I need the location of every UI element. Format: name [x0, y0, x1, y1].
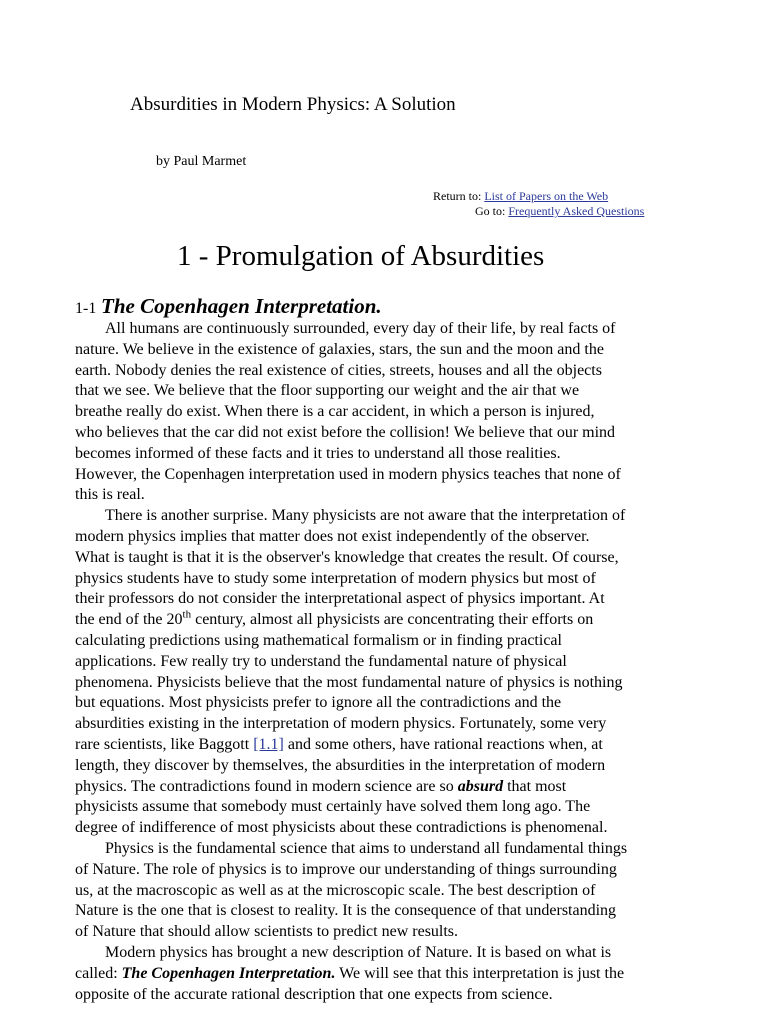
- text-line: All humans are continuously surrounded, every day of their life, by real facts of: [105, 320, 616, 337]
- text-line: calculating predictions using mathematical formalism or in finding practical: [75, 631, 562, 649]
- text-line: [75, 610, 705, 631]
- text-line: of Nature. The role of physics is to improve our understanding of things surrounding: [75, 860, 617, 878]
- text-line: There is another surprise. Many physicists are not aware that the interpretation of: [105, 507, 626, 525]
- text-line: Modern physics has brought a new description of Nature. It is based on what is: [105, 943, 612, 961]
- text-line: physicists assume that somebody must certainly have solved them long ago. The: [75, 798, 591, 816]
- return-nav: [433, 189, 608, 204]
- reference-link-1-1[interactable]: [1.1]: [253, 735, 284, 753]
- text-line: of Nature that should allow scientists to predict new results.: [75, 923, 459, 941]
- subsection-title: The Copenhagen Interpretation.: [101, 294, 382, 318]
- text-segment: that most: [503, 777, 567, 795]
- emphasis-absurd: absurd: [457, 777, 504, 795]
- goto-nav: [475, 204, 644, 219]
- text-line: that we see. We believe that the floor supporting our weight and the air that we: [75, 382, 580, 400]
- text-segment: We will see that this interpretation is just the: [335, 964, 625, 982]
- paragraph-4: [75, 943, 705, 1005]
- text-segment: the end of the 20: [75, 611, 183, 629]
- text-line: [75, 735, 705, 756]
- faq-link[interactable]: Frequently Asked Questions: [508, 204, 645, 218]
- text-line: [75, 964, 705, 985]
- text-line: nature. We believe in the existence of galaxies, stars, the sun and the moon and the: [75, 340, 604, 358]
- text-line: Nature is the one that is closest to reality. It is the consequence of that understanding: [75, 902, 617, 920]
- text-line: breathe really do exist. When there is a car accident, in which a person is injured,: [75, 403, 595, 421]
- text-line: modern physics implies that matter does not exist independently of the observer.: [75, 527, 590, 545]
- paragraph-2: [75, 506, 705, 839]
- text-line: opposite of the accurate rational description that one expects from science.: [75, 985, 553, 1003]
- text-segment: physics. The contradictions found in modern science are so: [75, 777, 458, 795]
- text-line: but equations. Most physicists prefer to ignore all the contradictions and the: [75, 694, 562, 712]
- text-line: What is taught is that it is the observer's knowledge that creates the result. Of course,: [75, 548, 619, 566]
- subsection-number: 1-1: [75, 300, 97, 317]
- text-line: Physics is the fundamental science that aims to understand all fundamental things: [105, 839, 628, 857]
- author-byline: by Paul Marmet: [156, 154, 247, 169]
- text-segment: and some others, have rational reactions when, at: [283, 735, 603, 753]
- text-segment: called:: [75, 964, 122, 982]
- papers-list-link[interactable]: List of Papers on the Web: [484, 189, 609, 203]
- text-line: their professors do not consider the interpretational aspect of physics important. At: [75, 590, 605, 608]
- text-line: degree of indifference of most physicists about these contradictions is phenomenal.: [75, 819, 608, 837]
- text-line: phenomena. Physicists believe that the most fundamental nature of physics is nothing: [75, 673, 623, 691]
- text-line: becomes informed of these facts and it tries to understand all those realities.: [75, 444, 561, 462]
- document-title: Absurdities in Modern Physics: A Solution: [130, 94, 456, 115]
- paragraph-3: [75, 839, 705, 943]
- goto-label: Go to:: [475, 204, 506, 218]
- text-line: this is real.: [75, 486, 145, 504]
- paragraph-1: [75, 319, 705, 506]
- text-line: However, the Copenhagen interpretation used in modern physics teaches that none of: [75, 465, 621, 483]
- section-heading: 1 - Promulgation of Absurdities: [177, 240, 545, 272]
- text-segment: century, almost all physicists are concentrating their efforts on: [191, 611, 594, 629]
- text-line: applications. Few really try to understand the fundamental nature of physical: [75, 652, 567, 670]
- superscript: th: [182, 608, 192, 621]
- text-line: who believes that the car did not exist before the collision! We believe that our mind: [75, 423, 616, 441]
- article-body: [75, 319, 705, 1005]
- text-line: absurdities existing in the interpretation of modern physics. Fortunately, some very: [75, 715, 607, 733]
- text-line: physics students have to study some interpretation of modern physics but most of: [75, 569, 596, 587]
- text-segment: rare scientists, like Baggott: [75, 735, 254, 753]
- text-line: us, at the macroscopic as well as at the microscopic scale. The best description of: [75, 881, 596, 899]
- text-line: length, they discover by themselves, the absurdities in the interpretation of modern: [75, 756, 606, 774]
- text-line: [75, 777, 705, 798]
- return-label: Return to:: [433, 189, 482, 203]
- text-line: earth. Nobody denies the real existence of cities, streets, houses and all the objects: [75, 361, 602, 379]
- emphasis-copenhagen: The Copenhagen Interpretation.: [121, 964, 336, 982]
